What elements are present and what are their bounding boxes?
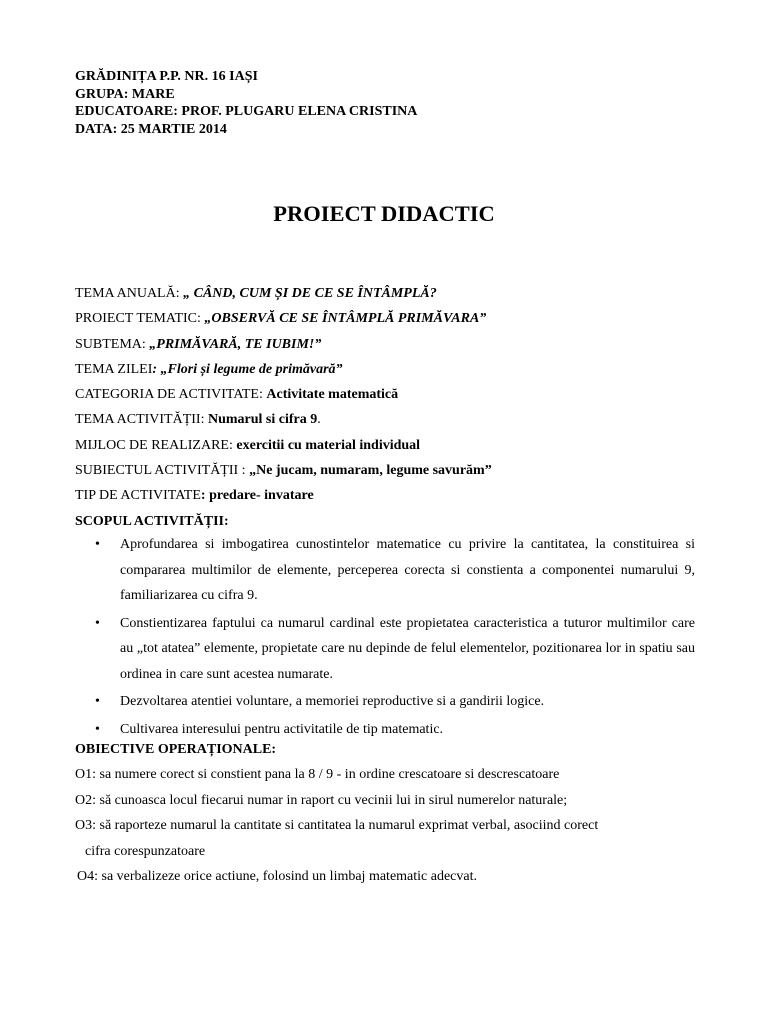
field-tema-zilei <box>75 357 700 382</box>
objective-item-continuation: cifra corespunzatoare <box>85 843 206 859</box>
field-value: „ CÂND, CUM ȘI DE CE SE ÎNTÂMPLĂ? <box>183 286 437 301</box>
field-value: „OBSERVĂ CE SE ÎNTÂMPLĂ PRIMĂVARA” <box>204 311 487 327</box>
field-categoria <box>75 382 700 407</box>
field-value: exercitii cu material individual <box>236 437 421 453</box>
scope-list <box>95 532 695 744</box>
field-value: Activitate matematică <box>266 387 399 403</box>
field-subtema <box>75 332 700 357</box>
field-label: SUBTEMA: <box>75 336 150 352</box>
field-label: TEMA ANUALĂ: <box>75 286 184 301</box>
field-scopul <box>75 509 700 534</box>
objective-item: O3: să raporteze numarul la cantitate si cantitatea la numarul exprimat verbal, asociind corect <box>75 818 599 833</box>
field-tip <box>75 483 700 508</box>
field-value: : „Flori și legume de primăvară” <box>152 361 343 377</box>
field-value: Numarul si cifra 9 <box>207 412 318 428</box>
field-label: TEMA ZILEI <box>75 361 153 377</box>
objective-item: O1: sa numere corect si constient pana la 8 / 9 - in ordine crescatoare si descrescatoare <box>75 767 560 782</box>
field-mijloc <box>75 433 700 458</box>
field-label: PROIECT TEMATIC: <box>75 311 205 327</box>
field-label: SUBIECTUL ACTIVITĂȚII : <box>75 463 250 479</box>
field-tema-activitatii <box>75 407 700 432</box>
field-proiect-tematic <box>75 306 700 331</box>
list-item: • Constientizarea faptului ca numarul cardinal este propietatea caracteristica a tuturor multimilor care au „tot atatea” elemente, propietate care nu depinde de felul elementelor, pozitionarea lor in spatiu sau ordinea in care sunt acestea numarate. <box>95 611 695 688</box>
field-label: MIJLOC DE REALIZARE: <box>75 437 237 453</box>
document-title: PROIECT DIDACTIC <box>273 201 495 226</box>
document-header <box>75 68 417 138</box>
field-value: „PRIMĂVARĂ, TE IUBIM!” <box>149 336 322 352</box>
field-value: : predare- invatare <box>200 488 314 504</box>
list-item: • Cultivarea interesului pentru activitatile de tip matematic. <box>95 717 695 743</box>
field-label: TIP DE ACTIVITATE <box>75 488 201 504</box>
section-heading: OBIECTIVE OPERAȚIONALE: <box>75 742 277 757</box>
section-heading: SCOPUL ACTIVITĂȚII: <box>75 513 229 529</box>
objective-item: O4: sa verbalizeze orice actiune, folosind un limbaj matematic adecvat. <box>77 869 477 884</box>
field-label: CATEGORIA DE ACTIVITATE: <box>75 387 267 403</box>
objective-item: O2: să cunoasca locul fiecarui numar in raport cu vecinii lui in sirul numerelor naturale; <box>75 792 568 808</box>
objectives-list <box>75 762 715 890</box>
field-value: „Ne jucam, numaram, legume savurăm” <box>249 463 492 479</box>
field-subiectul <box>75 458 700 483</box>
field-suffix: . <box>317 412 321 428</box>
project-fields <box>75 281 700 534</box>
list-item: • Dezvoltarea atentiei voluntare, a memoriei reproductive si a gandirii logice. <box>95 689 695 715</box>
document-date: DATA: 25 MARTIE 2014 <box>75 121 227 137</box>
field-tema-anuala <box>75 281 700 306</box>
list-item: • Aprofundarea si imbogatirea cunostintelor matematice cu privire la cantitatea, la constituirea si compararea multimilor de elemente, perceperea corecta si constienta a componentei numarului 9, familiarizarea cu cifra 9. <box>95 532 695 609</box>
kindergarten-name: GRĂDINIȚA P.P. NR. 16 IAȘI <box>75 69 258 84</box>
field-label: TEMA ACTIVITĂȚII: <box>75 412 208 428</box>
group-name: GRUPA: MARE <box>75 86 175 102</box>
teacher-name: EDUCATOARE: PROF. PLUGARU ELENA CRISTINA <box>75 104 418 119</box>
